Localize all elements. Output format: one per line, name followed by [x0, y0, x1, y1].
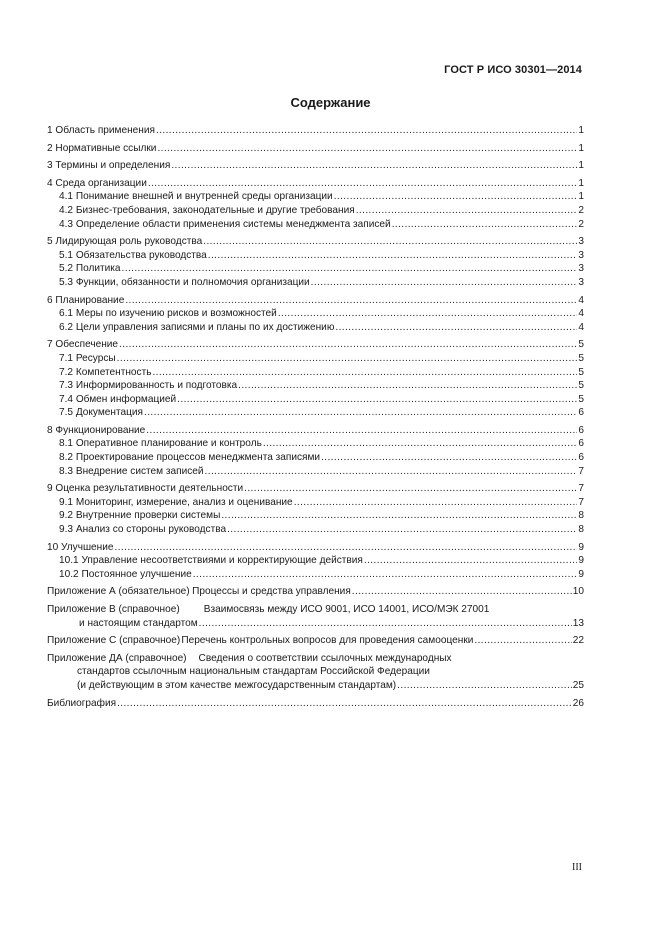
toc-section[interactable] — [47, 541, 584, 555]
toc-entry-title: 6.2 Цели управления записями и планы по их достижению — [59, 321, 335, 333]
toc-subsection[interactable] — [47, 204, 584, 218]
toc-subsection[interactable] — [47, 190, 584, 204]
toc-entry-title: 7.3 Информированность и подготовка — [59, 380, 238, 392]
toc-entry-title: 5.1 Обязательства руководства — [59, 249, 207, 261]
toc-section[interactable] — [47, 235, 584, 249]
dot-leader — [125, 294, 577, 308]
toc-section[interactable] — [47, 142, 584, 156]
dot-leader — [117, 352, 578, 366]
toc-entry-page: 2 — [578, 218, 584, 230]
toc-entry-title: 7 Обеспечение — [47, 339, 119, 351]
toc-entry-title: 2 Нормативные ссылки — [47, 142, 157, 154]
toc-annex-a[interactable] — [47, 585, 584, 599]
toc-subsection[interactable] — [47, 465, 584, 479]
toc-bibliography[interactable] — [47, 697, 584, 711]
toc-entry-page: 4 — [578, 294, 584, 306]
toc-section[interactable] — [47, 177, 584, 191]
annex-da-page: 25 — [572, 679, 584, 691]
dot-leader — [199, 617, 572, 631]
dot-leader — [334, 190, 578, 204]
toc-entry-page: 7 — [578, 496, 584, 508]
dot-leader — [294, 496, 578, 510]
bibliography-label: Библиография — [47, 697, 117, 709]
annex-a-page: 10 — [572, 586, 584, 598]
toc-entry-title: 8.2 Проектирование процессов менеджмента записями — [59, 452, 321, 464]
toc-entry-page: 5 — [578, 380, 584, 392]
toc-entry-title: 4.1 Понимание внешней и внутренней среды организации — [59, 191, 333, 203]
toc-section[interactable] — [47, 294, 584, 308]
toc-entry-title: 10 Улучшение — [47, 541, 114, 553]
toc-entry-page: 1 — [578, 160, 584, 172]
toc-entry-page: 1 — [578, 177, 584, 189]
toc-subsection[interactable] — [47, 249, 584, 263]
annex-a-title: Процессы и средства управления — [192, 586, 351, 598]
toc-entry-title: 4 Среда организации — [47, 177, 147, 189]
dot-leader — [356, 204, 578, 218]
toc-subsection[interactable] — [47, 218, 584, 232]
dot-leader — [205, 465, 578, 479]
toc-entry-page: 9 — [578, 568, 584, 580]
toc-entry-page: 5 — [578, 352, 584, 364]
toc-subsection[interactable] — [47, 437, 584, 451]
toc-subsection[interactable] — [47, 509, 584, 523]
toc-entry-page: 6 — [578, 424, 584, 436]
toc-annex-da-continued-2[interactable] — [47, 679, 584, 693]
toc-section[interactable] — [47, 424, 584, 438]
dot-leader — [321, 451, 577, 465]
toc-entry-page: 8 — [578, 510, 584, 522]
toc-entry-title: 6 Планирование — [47, 294, 125, 306]
toc-entry-title: 1 Область применения — [47, 125, 155, 136]
toc-entry-page: 4 — [578, 308, 584, 320]
toc-entry-page: 2 — [578, 204, 584, 216]
dot-leader — [171, 159, 577, 173]
toc-subsection[interactable] — [47, 554, 584, 568]
dot-leader — [311, 276, 578, 290]
toc-entry-page: 3 — [578, 263, 584, 275]
toc-entry-title: 9.3 Анализ со стороны руководства — [59, 524, 227, 536]
toc-subsection[interactable] — [47, 406, 584, 420]
dot-leader — [203, 235, 577, 249]
toc-entry-title: 3 Термины и определения — [47, 160, 171, 172]
dot-leader — [156, 124, 577, 138]
toc-entry-title: 5.2 Политика — [59, 263, 121, 275]
toc-annex-b[interactable] — [47, 603, 584, 617]
toc-entry-title: 5.3 Функции, обязанности и полномочия организации — [59, 276, 310, 288]
toc-subsection[interactable] — [47, 276, 584, 290]
annex-b-label: Приложение В (справочное) — [47, 604, 180, 615]
dot-leader — [115, 541, 578, 555]
toc-entry-page: 3 — [578, 236, 584, 248]
dot-leader — [278, 307, 578, 321]
toc-entry-page: 4 — [578, 321, 584, 333]
toc-entry-page: 6 — [578, 452, 584, 464]
bibliography-page: 26 — [572, 697, 584, 709]
toc-entry-title: 8.3 Внедрение систем записей — [59, 465, 204, 477]
toc-entry-title: 8.1 Оперативное планирование и контроль — [59, 438, 262, 450]
dot-leader — [122, 262, 578, 276]
toc-entry-page: 5 — [578, 339, 584, 351]
annex-da-title-cont1: стандартов ссылочным национальным стандартам Российской Федерации — [77, 666, 430, 678]
dot-leader — [157, 142, 577, 156]
toc-subsection[interactable] — [47, 451, 584, 465]
toc-entry-page: 6 — [578, 407, 584, 419]
toc-subsection[interactable] — [47, 307, 584, 321]
dot-leader — [177, 393, 577, 407]
toc-entry-title: 7.2 Компетентность — [59, 366, 152, 378]
dot-leader — [397, 679, 572, 693]
toc-entry-page: 3 — [578, 249, 584, 261]
annex-b-title: Взаимосвязь между ИСО 9001, ИСО 14001, ИСО/МЭК 27001 — [203, 604, 490, 615]
annex-c-page: 22 — [572, 635, 584, 647]
toc-annex-da[interactable] — [47, 652, 584, 666]
toc-entry-title: 10.1 Управление несоответствиями и корректирующие действия — [59, 555, 363, 567]
dot-leader — [352, 585, 572, 599]
toc-subsection[interactable] — [47, 496, 584, 510]
toc-entry-page: 5 — [578, 366, 584, 378]
dot-leader — [208, 249, 578, 263]
toc-subsection[interactable] — [47, 366, 584, 380]
toc-subsection[interactable] — [47, 393, 584, 407]
annex-b-title-cont: и настоящим стандартом — [79, 617, 198, 629]
toc-entry-title: 6.1 Меры по изучению рисков и возможностей — [59, 308, 277, 320]
toc-entry-title: 8 Функционирование — [47, 424, 146, 436]
dot-leader — [193, 568, 578, 582]
toc-subsection[interactable] — [47, 568, 584, 582]
dot-leader — [364, 554, 578, 568]
dot-leader — [146, 424, 577, 438]
annex-b-page: 13 — [572, 617, 584, 629]
toc-entry-page: 6 — [578, 438, 584, 450]
toc-section[interactable] — [47, 482, 584, 496]
toc-annex-da-continued — [47, 665, 584, 679]
toc-subsection[interactable] — [47, 523, 584, 537]
toc-entry-title: 9.1 Мониторинг, измерение, анализ и оценивание — [59, 496, 293, 508]
toc-entry-title: 7.4 Обмен информацией — [59, 393, 177, 405]
toc-entry-title: 4.2 Бизнес-требования, законодательные и другие требования — [59, 204, 355, 216]
annex-da-title-cont2: (и действующим в этом качестве межгосударственным стандартам) — [77, 679, 397, 691]
annex-a-label: Приложение А (обязательное) — [47, 586, 190, 598]
toc-subsection[interactable] — [47, 262, 584, 276]
dot-leader — [117, 697, 572, 711]
toc-entry-title: 9.2 Внутренние проверки системы — [59, 510, 221, 522]
toc-entry-page: 3 — [578, 276, 584, 288]
dot-leader — [221, 509, 577, 523]
dot-leader — [119, 338, 577, 352]
toc-entry-page: 9 — [578, 541, 584, 553]
dot-leader — [263, 437, 578, 451]
toc-entry-page: 5 — [578, 393, 584, 405]
toc-entry-page: 7 — [578, 483, 584, 495]
toc-entry-title: 9 Оценка результативности деятельности — [47, 483, 244, 495]
toc-entry-page: 8 — [578, 524, 584, 536]
toc-subsection[interactable] — [47, 321, 584, 335]
toc-annex-b-continued[interactable] — [47, 617, 584, 631]
toc-entry-page: 1 — [578, 142, 584, 154]
page-title: Содержание — [290, 95, 371, 110]
toc-section[interactable] — [47, 159, 584, 173]
dot-leader — [335, 321, 577, 335]
toc-subsection[interactable] — [47, 352, 584, 366]
annex-c-title: Перечень контрольных вопросов для проведения самооценки — [181, 635, 474, 647]
dot-leader — [152, 366, 577, 380]
dot-leader — [238, 379, 577, 393]
toc-entry-page: 7 — [578, 465, 584, 477]
toc-entry-page: 1 — [578, 125, 584, 136]
dot-leader — [148, 177, 578, 191]
dot-leader — [227, 523, 577, 537]
toc-entry-page: 1 — [578, 191, 584, 203]
toc-annex-c[interactable] — [47, 634, 584, 648]
annex-da-label: Приложение ДА (справочное) — [47, 652, 187, 664]
toc-entry-title: 7.1 Ресурсы — [59, 352, 116, 364]
toc-entry-title: 10.2 Постоянное улучшение — [59, 568, 192, 580]
toc-entry-page: 9 — [578, 555, 584, 567]
annex-da-title: Сведения о соответствии ссылочных международных — [198, 652, 452, 664]
dot-leader — [392, 218, 578, 232]
toc-section[interactable] — [47, 338, 584, 352]
table-of-contents — [47, 124, 584, 710]
toc-entry-title: 4.3 Определение области применения системы менеджмента записей — [59, 218, 391, 230]
annex-c-label: Приложение С (справочное) — [47, 635, 181, 647]
document-header: ГОСТ Р ИСО 30301—2014 — [444, 64, 582, 76]
toc-entry-title: 5 Лидирующая роль руководства — [47, 236, 203, 248]
dot-leader — [244, 482, 577, 496]
page-number: III — [572, 862, 582, 873]
toc-section[interactable] — [47, 124, 584, 138]
toc-subsection[interactable] — [47, 379, 584, 393]
dot-leader — [474, 634, 571, 648]
toc-sections — [47, 124, 584, 581]
toc-entry-title: 7.5 Документация — [59, 407, 143, 419]
dot-leader — [144, 406, 577, 420]
